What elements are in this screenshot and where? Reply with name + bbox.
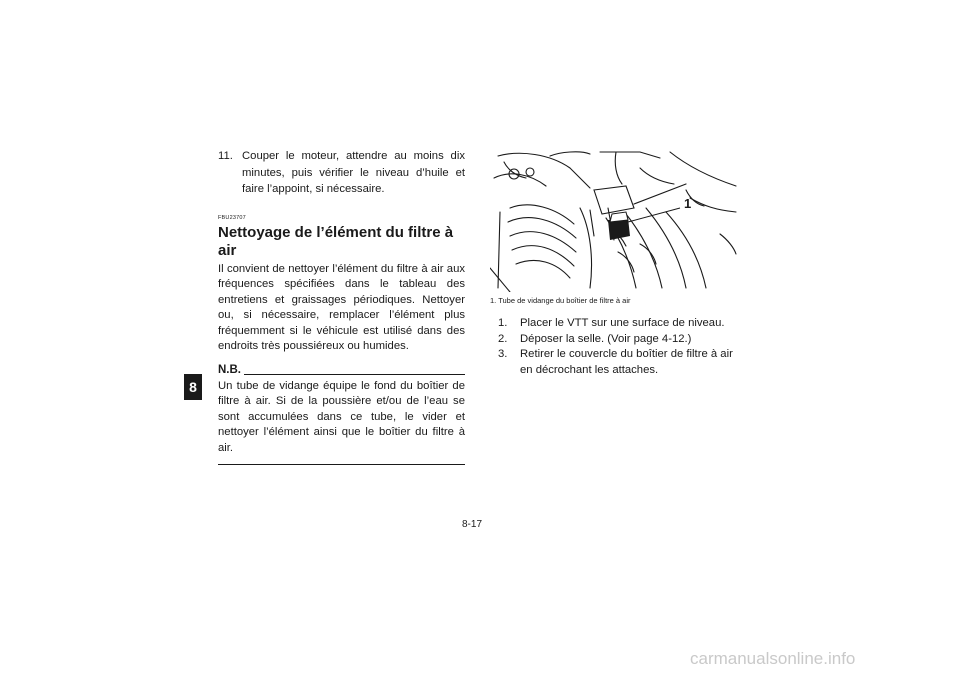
procedure-step bbox=[490, 316, 742, 332]
page-number: 8-17 bbox=[462, 519, 483, 530]
nb-rule bbox=[244, 374, 465, 375]
watermark-text: carmanualsonline.info bbox=[690, 649, 856, 668]
chapter-tab: 8 bbox=[184, 374, 202, 400]
procedure-step bbox=[490, 332, 742, 348]
step-text: Retirer le couvercle du boîtier de filtre à air en décrochant les attaches. bbox=[520, 348, 733, 376]
section-code: FBU23707 bbox=[218, 214, 246, 221]
illustration-caption: 1. Tube de vidange du boîtier de filtre à air bbox=[490, 296, 631, 305]
nb-text: Un tube de vidange équipe le fond du boîtier de filtre à air. Si de la poussière et/ou de l’eau se sont accumulées dans ce tube, le vider et nettoyer l’élément ainsi que le boîtier du filtre à air. bbox=[218, 379, 465, 454]
section-paragraph: Il convient de nettoyer l’élément du filtre à air aux fréquences spécifiées dans le tableau des entretiens et graissages périodiques. Nettoyer ou, si nécessaire, remplacer l’élément plus fréquemment si le véhicule est utilisé dans des endroits très poussiéreux ou humides. bbox=[218, 262, 465, 352]
step-number: 2. bbox=[498, 332, 508, 345]
step-text: Placer le VTT sur une surface de niveau. bbox=[520, 317, 725, 329]
callout-label: 1 bbox=[684, 196, 692, 211]
air-filter-drain-illustration bbox=[490, 148, 738, 292]
section-heading: Nettoyage de l’élément du filtre à air bbox=[218, 223, 454, 259]
step-number: 1. bbox=[498, 317, 508, 329]
step-text: Déposer la selle. (Voir page 4-12.) bbox=[520, 332, 692, 345]
step-number: 3. bbox=[498, 348, 508, 360]
step-11 bbox=[218, 148, 465, 198]
step-text: Couper le moteur, attendre au moins dix minutes, puis vérifier le niveau d’huile et faire l’appoint, si nécessaire. bbox=[242, 150, 465, 195]
left-column bbox=[218, 148, 465, 465]
right-column bbox=[490, 148, 742, 378]
step-number: 11. bbox=[218, 150, 233, 162]
nb-header bbox=[218, 364, 465, 377]
procedure-steps bbox=[490, 316, 742, 378]
procedure-step bbox=[490, 347, 742, 378]
nb-end-rule bbox=[218, 464, 465, 465]
nb-label: N.B. bbox=[218, 363, 241, 376]
